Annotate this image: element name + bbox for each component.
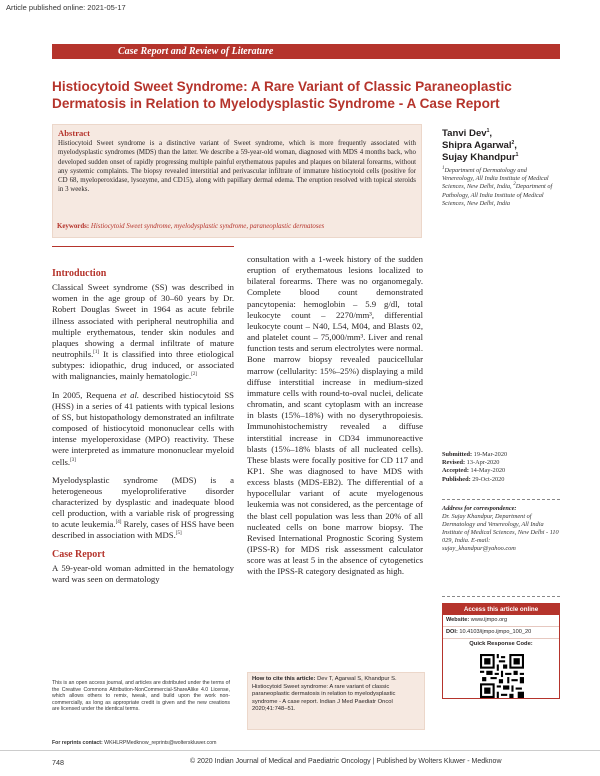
affiliation-2: Department of Pathology, All India Institute of Medical Sciences, New Delhi, India: [442, 183, 553, 207]
footer-copyright: © 2020 Indian Journal of Medical and Paediatric Oncology | Published by Wolters Kluwer - Medknow: [190, 758, 502, 765]
submitted-label: Submitted:: [442, 451, 473, 458]
intro-p2a-text: In 2005, Requena: [52, 389, 121, 400]
correspondence-address: [442, 505, 562, 554]
doi-row: [443, 627, 559, 639]
revised-value: 13-Apr-2020: [466, 459, 500, 467]
intro-p2-etal: et al.: [120, 389, 140, 400]
affiliation-1: Department of Dermatology and Venereology, All India Institute of Medical Sciences, New Delhi, India,: [442, 167, 549, 191]
author-3: [442, 152, 560, 164]
keywords-value: Histiocytoid Sweet syndrome, myelodysplastic syndrome, paraneoplastic dermatoses: [90, 223, 325, 230]
citation-label: How to cite this article:: [252, 676, 316, 682]
qr-code-icon[interactable]: [480, 654, 524, 698]
affiliation-1-sup: 1: [442, 165, 445, 171]
published-date: [442, 476, 562, 484]
affiliation-2-sup: 2: [513, 182, 516, 188]
revised-label: Revised:: [442, 459, 466, 467]
intro-paragraph-2: [52, 390, 234, 468]
author-list: [442, 128, 560, 164]
license-text: This is an open access journal, and articles are distributed under the terms of the Creative Commons Attribution-NonCommercial-ShareAlike 4.0 License, which allows others to remix, tweak, and build upon the work non-commercially, as long as appropriate credit is given and the new creations are licensed under the identical terms.: [52, 680, 230, 713]
intro-paragraph-3: [52, 475, 234, 542]
published-value: 29-Oct-2020: [472, 475, 505, 483]
ref-1: [1]: [93, 350, 100, 356]
accepted-date: [442, 467, 562, 475]
citation-text: Dev T, Agarwal S, Khandpur S. Histiocytoid Sweet syndrome: A rare variant of classic paraneoplastic dermatosis in relation to myelodysplastic syndrome - A case report. Indian J Med Paediatr Oncol 2020;41:748–51.: [252, 676, 397, 713]
article-type-banner: Case Report and Review of Literature: [52, 44, 560, 59]
citation-box: [247, 672, 425, 730]
abstract-heading: Abstract: [58, 128, 90, 138]
author-1: Tanvi Dev$^1$,: [442, 127, 493, 139]
accepted-label: Accepted:: [442, 467, 469, 475]
case-paragraph-1: A 59-year-old woman admitted in the hematology ward was seen on dermatology: [52, 562, 234, 584]
submitted-value: 19-Mar-2020: [473, 451, 508, 458]
case-paragraph-continued: consultation with a 1-week history of the sudden eruption of erythematous lesions localized to bilateral forearms. There was no organomegaly. Complete blood count demonstrated pancytopenia: hemoglobin – 5.9 g/dl, total leukocyte count – 2270/mm³, differential leukocyte count – N40, L54, M04, and Blasts 02, and platelet count – 75,000/mm³. Liver and renal function tests and serum electrolytes were normal. Bone marrow biopsy revealed paucicellular marrow (cellularity: 15%–25%) displaying a mild diffuse interstitial increase in medium-sized immature cells with round-to-oval nuclei, delicate chromatin, and scant cytoplasm with an increase in blasts (15%–18%) with no dyserythropoiesis. Immunohistochemistry revealed a diffuse interstitial increase in CD34 immunoreactive blasts (15%–18% blasts of all nucleated cells). These blasts were focally positive for CD 117 and KP1. She was diagnosed to have MDS with excess blasts (MDS-EB2). The differential of a hypocellular variant of acute myelogenous leukemia was not considered, as the percentage of the blast cell population was less than 20% of all nucleated cells on bone marrow biopsy. The Revised International Prognostic Scoring System (IPSS-R) for MDS risk assessment calculator score was at least 5 in the absence of cytogenetics with the IPSS-R category designated as high.: [247, 254, 423, 577]
author-3-sup: 1: [515, 151, 519, 158]
page-number: 748: [52, 758, 64, 767]
doi-link[interactable]: 10.4103/ijmpo.ijmpo_100_20: [459, 629, 532, 635]
intro-paragraph-1: [52, 282, 234, 382]
intro-p3b-text: Rarely, cases of HSS have been described in association with MDS.: [52, 519, 234, 541]
published-label: Published:: [442, 475, 471, 483]
article-title: Histiocytoid Sweet Syndrome: A Rare Variant of Classic Paraneoplastic Dermatosis in Relation to Myelodysplastic Syndrome - A Case Report: [52, 79, 512, 111]
introduction-heading: Introduction: [52, 268, 107, 279]
website-row: [443, 615, 559, 627]
ref-2: [2]: [191, 372, 198, 378]
keywords-label: Keywords:: [57, 223, 90, 230]
revised-date: [442, 459, 562, 467]
footer-divider: [0, 750, 600, 751]
article-dates: [442, 451, 562, 484]
ref-4: [4]: [115, 520, 122, 526]
intro-p2b-text: described histiocytoid SS (HSS) in a series of 41 patients with typical lesions of SS, but histopathology demonstrated an infiltrate composed of histiocytoid mononuclear cells with intense myeloperoxidase (MPO) reactivity. These were interpreted as immature mononuclear myeloid cells.: [52, 389, 235, 467]
correspondence-heading: Address for correspondence:: [442, 505, 517, 512]
access-heading: Access this article online: [443, 604, 559, 615]
intro-p3-text: Myelodysplastic syndrome (MDS) is a heterogeneous myeloproliferative disorder characterized by dysplastic and inadequate blood cell production, with a variable risk of progressing to acute leukemia.: [52, 474, 234, 530]
website-label: Website:: [446, 617, 470, 623]
abstract-text: Histiocytoid Sweet syndrome is a distinctive variant of Sweet syndrome, which is more frequently associated with myelodysplastic syndromes (MDS) than the latter. We describe a 59-year-old woman, diagnosed with MDS 4 months back, who developed sudden onset of rapidly progressing multiple painful erythematous papules and plaques on bilateral forearms, without any systemic complaints. The biopsy revealed interstitial and perivascular infiltrate of immature histiocytoid cells (positive for CD 68, myeloperoxidase, lysozyme, and CD15), along with papillary dermal edema. The eruption resolved with topical steroids in 3 weeks.: [58, 140, 416, 194]
author-1-name: Tanvi Dev: [442, 128, 487, 139]
qr-label: Quick Response Code:: [469, 641, 533, 647]
accepted-value: 14-May-2020: [470, 467, 506, 475]
author-2: Shipra Agarwal$^2$,: [442, 139, 517, 151]
reprints-email[interactable]: WKHLRPMedknow_reprints@wolterskluwer.com: [102, 740, 217, 746]
author-2-name: Shipra Agarwal: [442, 140, 512, 151]
affiliations: [442, 167, 560, 208]
access-article-box: [442, 603, 560, 699]
divider-dashed: [442, 499, 560, 500]
website-link[interactable]: www.ijmpo.org: [470, 617, 508, 623]
reprints-label: For reprints contact:: [52, 740, 103, 746]
intro-p1-text: Classical Sweet syndrome (SS) was described in women in the age group of 30–60 years by Dr. Robert Douglas Sweet in 1964 as acute febrile illness associated with peripheral neutrophilia and multiple erythematous, tender skin nodules and plaques showing a dermal infiltrate of mature neutrophils.: [52, 282, 234, 360]
section-divider: [52, 246, 234, 247]
divider-dashed-2: [442, 596, 560, 597]
column-2: [247, 254, 423, 585]
author-1-sup: 1: [486, 127, 490, 134]
ref-5: [5]: [175, 531, 182, 537]
author-3-name: Sujay Khandpur: [442, 152, 516, 163]
doi-label: DOI:: [446, 629, 458, 635]
reprints-contact: [52, 740, 242, 746]
column-1: [52, 268, 234, 592]
case-report-heading: Case Report: [52, 548, 106, 560]
keywords: [52, 221, 422, 233]
publication-date: Article published online: 2021-05-17: [6, 3, 126, 12]
author-2-sup: 2: [511, 139, 515, 146]
intro-p1b-text: It is classified into three etiological subtypes: idiopathic, drug induced, or associated with malignancies, mainly hematologic.: [52, 349, 234, 382]
correspondence-text: Dr. Sujay Khandpur, Department of Dermatology and Venereology, All India Institute of Medical Sciences, New Delhi - 110 029, India. E-mail: sujay_khandpur@yahoo.com: [442, 513, 559, 553]
submitted-date: [442, 451, 562, 459]
ref-3: [3]: [70, 457, 76, 463]
